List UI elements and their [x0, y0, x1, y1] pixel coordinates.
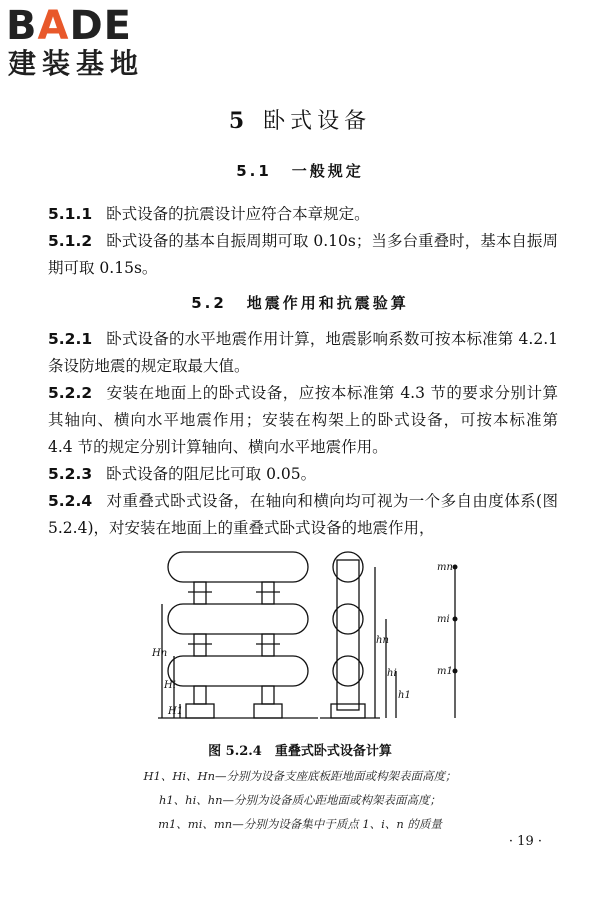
label-Hi: Hi	[164, 680, 176, 691]
figure-caption: 图 5.2.4 重叠式卧式设备计算	[208, 744, 392, 759]
foundation-left	[186, 704, 214, 718]
mass-point-i	[453, 617, 458, 622]
logo-subtitle: 建装基地	[8, 47, 145, 80]
clause-5-2-2: 5.2.2 安装在地面上的卧式设备，应按本标准第 4.3 节的要求分别计算其轴向、横向水平地震作用；安装在构架上的卧式设备，可按本标准第 4.4 节的规定分别计算轴向、横向水平地震作用。	[48, 384, 558, 456]
foundation-right	[254, 704, 282, 718]
vessel-top-side	[168, 552, 308, 582]
clause-5-1-2: 5.1.2 卧式设备的基本自振周期可取 0.10s；当多台重叠时，基本自振周期可取 0.15s。	[48, 232, 558, 277]
label-mi: mi	[437, 614, 450, 625]
logo-wordmark: BADE	[6, 3, 132, 49]
clause-5-2-1: 5.2.1 卧式设备的水平地震作用计算，地震影响系数可按本标准第 4.2.1 条设防地震的规定取最大值。	[48, 330, 558, 375]
page-number: · 19 ·	[508, 834, 542, 849]
support-base-left	[194, 686, 206, 704]
figure-note-H: H1、Hi、Hn—分别为设备支座底板距地面或构架表面高度；	[143, 769, 457, 783]
figure-note-m: m1、mi、mn—分别为设备集中于质点 1、i、n 的质量	[158, 817, 442, 831]
label-hn: hn	[376, 635, 389, 646]
vessel-bottom-side	[168, 656, 308, 686]
stacked-horizontal-vessels-diagram	[150, 548, 480, 728]
label-m1: m1	[437, 666, 453, 677]
support-base-right	[262, 686, 274, 704]
support-mid-left	[194, 634, 206, 656]
label-hi: hi	[387, 668, 397, 679]
foundation-end-view	[331, 704, 365, 718]
section-heading-5-1: 5.1 一般规定	[236, 162, 364, 180]
mass-point-n	[453, 565, 458, 570]
brand-logo	[6, 4, 176, 80]
vessel-middle-side	[168, 604, 308, 634]
section-heading-5-2: 5.2 地震作用和抗震验算	[191, 294, 409, 312]
clause-5-2-3: 5.2.3 卧式设备的阻尼比可取 0.05。	[48, 465, 317, 483]
chapter-title: 5 卧式设备	[228, 108, 372, 134]
support-upper-left	[194, 582, 206, 604]
label-mn: mn	[437, 562, 453, 573]
clause-5-2-4: 5.2.4 对重叠式卧式设备，在轴向和横向均可视为一个多自由度体系(图 5.2.4)，对安装在地面上的重叠式卧式设备的地震作用，	[48, 492, 558, 537]
support-upper-right	[262, 582, 274, 604]
support-mid-right	[262, 634, 274, 656]
clause-5-1-1: 5.1.1 卧式设备的抗震设计应符合本章规定。	[48, 205, 370, 223]
label-H1: H1	[168, 706, 184, 717]
mass-point-1	[453, 669, 458, 674]
label-h1: h1	[398, 690, 411, 701]
label-Hn: Hn	[152, 648, 168, 659]
figure-note-h: h1、hi、hn—分别为设备质心距地面或构架表面高度；	[158, 793, 442, 807]
